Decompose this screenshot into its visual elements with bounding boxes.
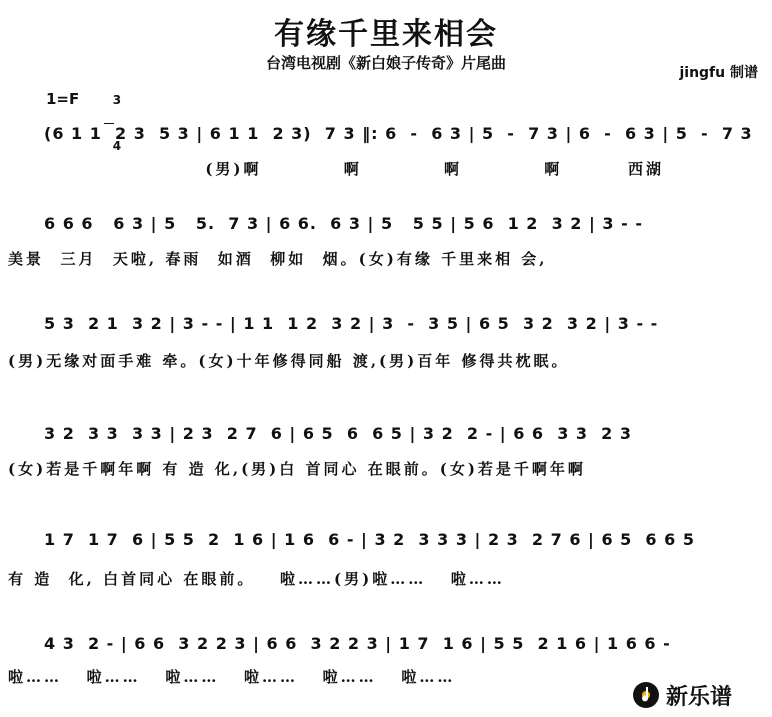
meter-top: 3 (112, 93, 122, 107)
song-title: 有缘千里来相会 (274, 17, 498, 52)
site-logo (632, 679, 764, 711)
system-4-music: 3 2 3 3 3 3 | 2 3 2 7 6 | 6 5 6 6 5 | 3 2 2 - | 6 6 3 3 2 3 (44, 424, 633, 443)
system-2-lyrics: 美景 三月 天啦, 春雨 如酒 柳如 烟。(女)有缘 千里来相 会, (8, 250, 548, 268)
system-4-lyrics: (女)若是千啊年啊 有 造 化,(男)白 首同心 在眼前。(女)若是千啊年啊 (8, 460, 586, 478)
system-3-music: 5 3 2 1 3 2 | 3 - - | 1 1 1 2 3 2 | 3 - 3 5 | 6 5 3 2 3 2 | 3 - - (44, 314, 659, 333)
meter-bottom: 4 (112, 139, 122, 153)
song-subtitle: 台湾电视剧《新白娘子传奇》片尾曲 (265, 54, 506, 72)
system-5-music: 1 7 1 7 6 | 5 5 2 1 6 | 1 6 6 - | 3 2 3 3 3 | 2 3 2 7 6 | 6 5 6 6 5 (44, 530, 695, 549)
key-signature: 1=F (46, 90, 80, 108)
system-1-music: (6 1 1 2 3 5 3 | 6 1 1 2 3) 7 3 ‖: 6 - 6 3 | 5 - 7 3 | 6 - 6 3 | 5 - 7 3 (44, 124, 753, 143)
system-6-music: 4 3 2 - | 6 6 3 2 2 3 | 6 6 3 2 2 3 | 1 7 1 6 | 5 5 2 1 6 | 1 6 6 - (44, 634, 671, 653)
system-3-lyrics: (男)无缘对面手难 牵。(女)十年修得同船 渡,(男)百年 修得共枕眠。 (8, 352, 570, 370)
system-1-lyrics: (男)啊 啊 啊 啊 西湖 (8, 160, 664, 178)
system-6-lyrics: 啦…… 啦…… 啦…… 啦…… 啦…… 啦…… (8, 668, 456, 686)
system-2-music: 6 6 6 6 3 | 5 5. 7 3 | 6 6. 6 3 | 5 5 5 | 5 6 1 2 3 2 | 3 - - (44, 214, 643, 233)
system-5-lyrics: 有 造 化, 白首同心 在眼前。 啦……(男)啦…… 啦…… (8, 570, 505, 588)
composer-credit: jingfu 制谱 (679, 65, 758, 81)
logo-text: 新乐谱 (666, 684, 733, 710)
music-disc-icon (632, 681, 660, 709)
